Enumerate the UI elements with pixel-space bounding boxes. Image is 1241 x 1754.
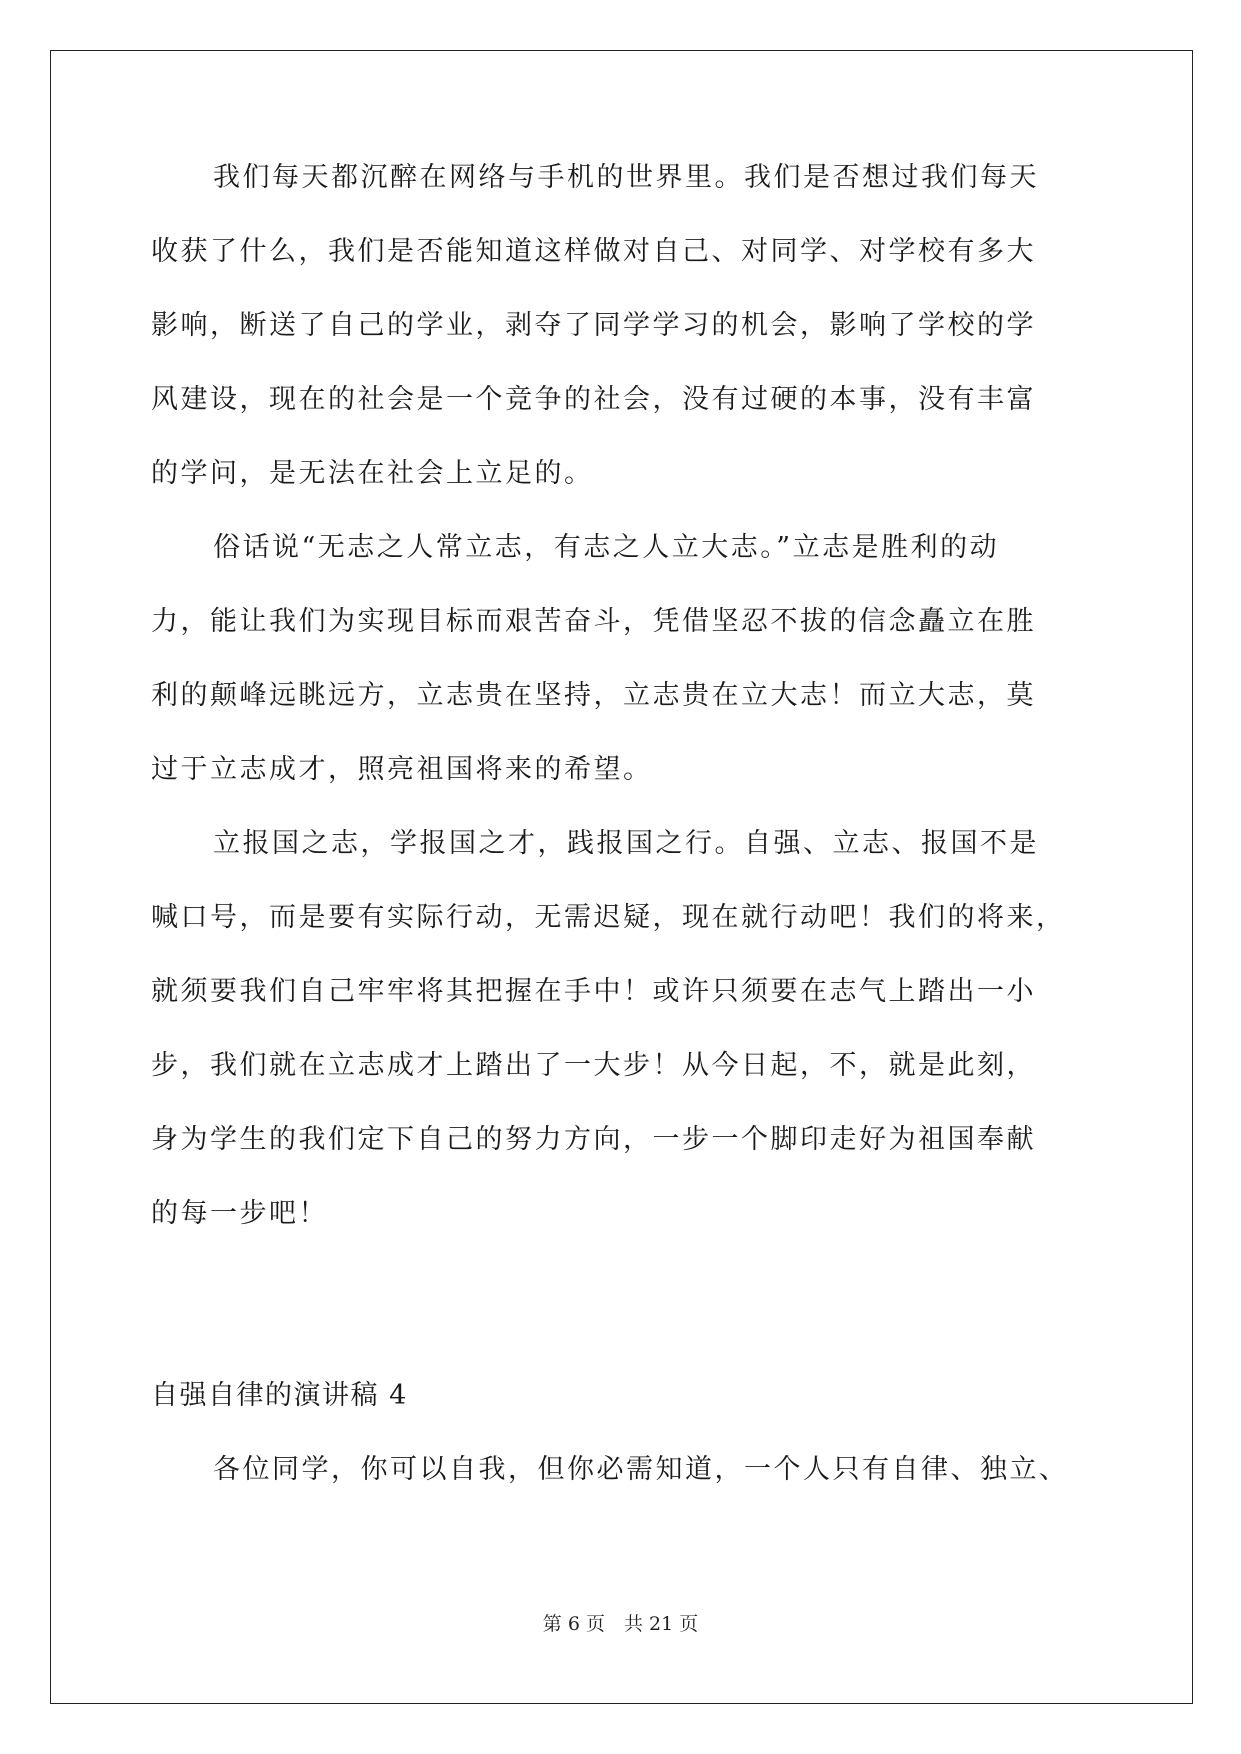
paragraph-3-line-5: 身为学生的我们定下自己的努力方向，一步一个脚印走好为祖国奉献 [151,1124,1036,1155]
paragraph-1-line-5: 的学问，是无法在社会上立足的。 [151,458,594,489]
paragraph-3-line-4: 步，我们就在立志成才上踏出了一大步！从今日起，不，就是此刻， [151,1050,1036,1081]
paragraph-2-line-1: 俗话说“无志之人常立志，有志之人立大志。”立志是胜利的动 [213,532,1000,563]
paragraph-3-line-1: 立报国之志，学报国之才，践报国之行。自强、立志、报国不是 [213,828,1039,859]
paragraph-1-line-2: 收获了什么，我们是否能知道这样做对自己、对同学、对学校有多大 [151,236,1036,267]
page-number: 第 6 页 共 21 页 [542,1613,699,1635]
paragraph-4-line-1: 各位同学，你可以自我，但你必需知道，一个人只有自律、独立、 [213,1454,1069,1485]
paragraph-2-line-4: 过于立志成才，照亮祖国将来的希望。 [151,754,653,785]
paragraph-3-line-3: 就须要我们自己牢牢将其把握在手中！或许只须要在志气上踏出一小 [151,976,1036,1007]
paragraph-3-line-6: 的每一步吧！ [151,1198,328,1229]
section-title: 自强自律的演讲稿 4 [151,1380,408,1411]
paragraph-3-line-2: 喊口号，而是要有实际行动，无需迟疑，现在就行动吧！我们的将来， [151,902,1066,933]
paragraph-1-line-1: 我们每天都沉醉在网络与手机的世界里。我们是否想过我们每天 [213,162,1039,193]
paragraph-2-line-3: 利的颠峰远眺远方，立志贵在坚持，立志贵在立大志！而立大志，莫 [151,680,1036,711]
paragraph-1-line-3: 影响，断送了自己的学业，剥夺了同学学习的机会，影响了学校的学 [151,310,1036,341]
paragraph-2-line-2: 力，能让我们为实现目标而艰苦奋斗，凭借坚忍不拔的信念矗立在胜 [151,606,1036,637]
paragraph-1-line-4: 风建设，现在的社会是一个竞争的社会，没有过硬的本事，没有丰富 [151,384,1036,415]
